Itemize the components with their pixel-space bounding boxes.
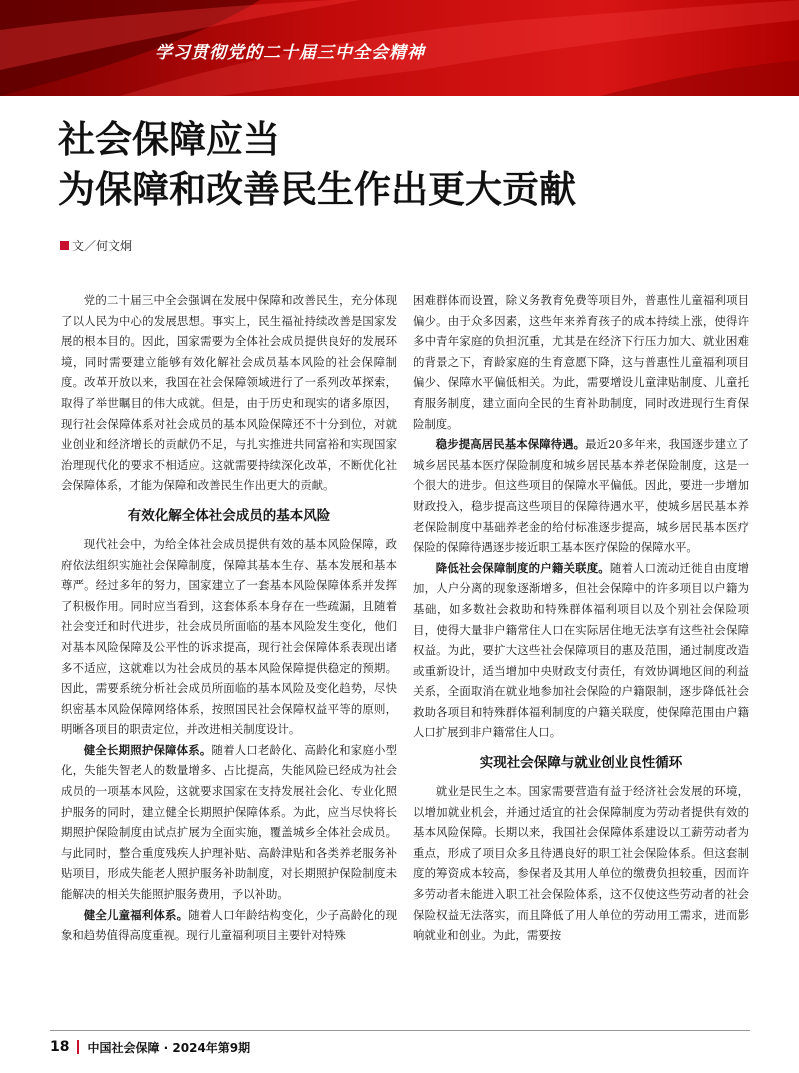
paragraph: 困难群体而设置，除义务教育免费等项目外，普惠性儿童福利项目偏少。由于众多因素，这些年来养育孩子的成本持续上涨，使得许多中青年家庭的负担沉重，尤其是在经济下行压力加大、就业困难的背景之下，育龄家庭的生育意愿下降，这与普惠性儿童福利项目偏少、保障水平偏低相关。为此，需要增设儿童津贴制度、儿童托育服务制度，建立面向全民的生育补助制度，同时改进现行生育保险制度。 — [413, 293, 749, 431]
title-line-2: 为保障和改善民生作出更大贡献 — [58, 168, 576, 211]
page-footer — [50, 1035, 750, 1059]
paragraph-body: 随着人口流动迁徙自由度增加，人户分离的现象逐渐增多，但社会保障中的许多项目以户籍为基础，如多数社会救助和特殊群体福利项目以及个别社会保险项目，使得大量非户籍常住人口在实际居住地无法享有这些社会保障权益。为此，要扩大这些社会保障项目的惠及范围，通过制度改造或重新设计，适当增加中央财政支付责任，有效协调地区间的利益关系，全面取消在就业地参加社会保险的户籍限制，逐步降低社会救助各项目和特殊群体福利制度的户籍关联度，使保障范围由户籍人口扩展到非户籍常住人口。 — [413, 560, 749, 740]
footer-separator — [77, 1040, 79, 1054]
page-number: 18 — [50, 1039, 70, 1055]
footer-divider — [50, 1030, 750, 1031]
red-square-icon — [60, 241, 69, 250]
right-column — [413, 290, 749, 946]
section-heading: 有效化解全体社会成员的基本风险 — [127, 507, 331, 524]
paragraph-lead: 健全儿童福利体系。 — [83, 907, 189, 922]
paragraph: 现代社会中，为给全体社会成员提供有效的基本风险保障，政府依法组织实施社会保障制度，保障其基本生存、基本发展和基本尊严。经过多年的努力，国家建立了一套基本风险保障体系并发挥了积极作用。同时应当看到，这套体系本身存在一些疏漏，且随着社会变迁和时代进步，社会成员所面临的基本风险发生变化，他们对基本风险保障及公平性的诉求提高，现行社会保障体系表现出诸多不适应，这就难以为社会成员的基本风险保障提供稳定的预期。因此，需要系统分析社会成员所面临的基本风险及变化趋势，尽快织密基本风险保障网络体系，按照国民社会保障权益平等的原则，明晰各项目的职责定位，并改进相关制度设计。 — [61, 536, 397, 737]
paragraph-lead: 稳步提高居民基本保障待遇。 — [435, 437, 586, 452]
paragraph-lead: 降低社会保障制度的户籍关联度。 — [435, 560, 610, 575]
paragraph: 党的二十届三中全会强调在发展中保障和改善民生，充分体现了以人民为中心的发展思想。事实上，民生福祉持续改善是国家发展的根本目的。因此，国家需要为全体社会成员提供良好的发展环境，同时需要建立能够有效化解社会成员基本风险的社会保障制度。改革开放以来，我国在社会保障领域进行了一系列改革探索，取得了举世瞩目的伟大成就。但是，由于历史和现实的诸多原因，现行社会保障体系对社会成员的基本风险保障还不十分到位，对就业创业和经济增长的贡献仍不足，与扎实推进共同富裕和实现国家治理现代化的要求不相适应。这就需要持续深化改革，不断优化社会保障体系，才能为保障和改善民生作出更大的贡献。 — [61, 293, 397, 493]
paragraph — [413, 434, 749, 558]
banner-title: 学习贯彻党的二十届三中全会精神 — [155, 43, 425, 63]
section-heading: 实现社会保障与就业创业良性循环 — [479, 755, 683, 772]
paragraph — [61, 905, 397, 946]
paragraph-body: 随着人口老龄化、高龄化和家庭小型化，失能失智老人的数量增多、占比提高，失能风险已经成为社会成员的一项基本风险，这就要求国家在支持发展社会化、专业化照护服务的同时，建立健全长期照护保障体系。为此，应当尽快将长期照护保险制度由试点扩展为全面实施，覆盖城乡全体社会成员。与此同时，整合重度残疾人护理补贴、高龄津贴和各类养老服务补贴项目，形成失能老人照护服务补助制度，对长期照护保险制度未能解决的相关失能照护服务费用，予以补助。 — [61, 742, 397, 902]
paragraph-body: 随着人口年龄结构变化，少子高龄化的现象和趋势值得高度重视。现行儿童福利项目主要针对特殊 — [61, 907, 397, 943]
left-column — [61, 290, 397, 946]
paragraph — [61, 740, 397, 905]
paragraph: 就业是民生之本。国家需要营造有益于经济社会发展的环境，以增加就业机会，并通过适宜的社会保障制度为劳动者提供有效的基本风险保障。长期以来，我国社会保障体系建设以工薪劳动者为重点，形成了项目众多且待遇良好的职工社会保险体系。但这套制度的筹资成本较高，参保者及其用人单位的缴费负担较重，因而许多劳动者未能进入职工社会保险体系，这不仅使这些劳动者的社会保险权益无法落实，而且降低了用人单位的劳动用工需求，进而影响就业和创业。为此，需要按 — [413, 784, 749, 943]
byline — [60, 237, 132, 254]
article-title — [58, 115, 758, 215]
paragraph — [413, 558, 749, 743]
paragraph-lead: 健全长期照护保障体系。 — [83, 742, 212, 757]
header-banner — [0, 0, 799, 96]
title-line-1: 社会保障应当 — [58, 118, 280, 161]
author: 文／何文炯 — [72, 239, 133, 253]
journal-name: 中国社会保障 · 2024年第9期 — [87, 1040, 251, 1055]
paragraph-body: 最近20多年来，我国逐步建立了城乡居民基本医疗保险制度和城乡居民基本养老保险制度，这是一个很大的进步。但这些项目的保障水平偏低。因此，要进一步增加财政投入，稳步提高这些项目的保障待遇水平，使城乡居民基本养老保险制度中基础养老金的给付标准逐步提高，城乡居民基本医疗保险的保障待遇逐步接近职工基本医疗保险的保障水平。 — [413, 437, 749, 555]
